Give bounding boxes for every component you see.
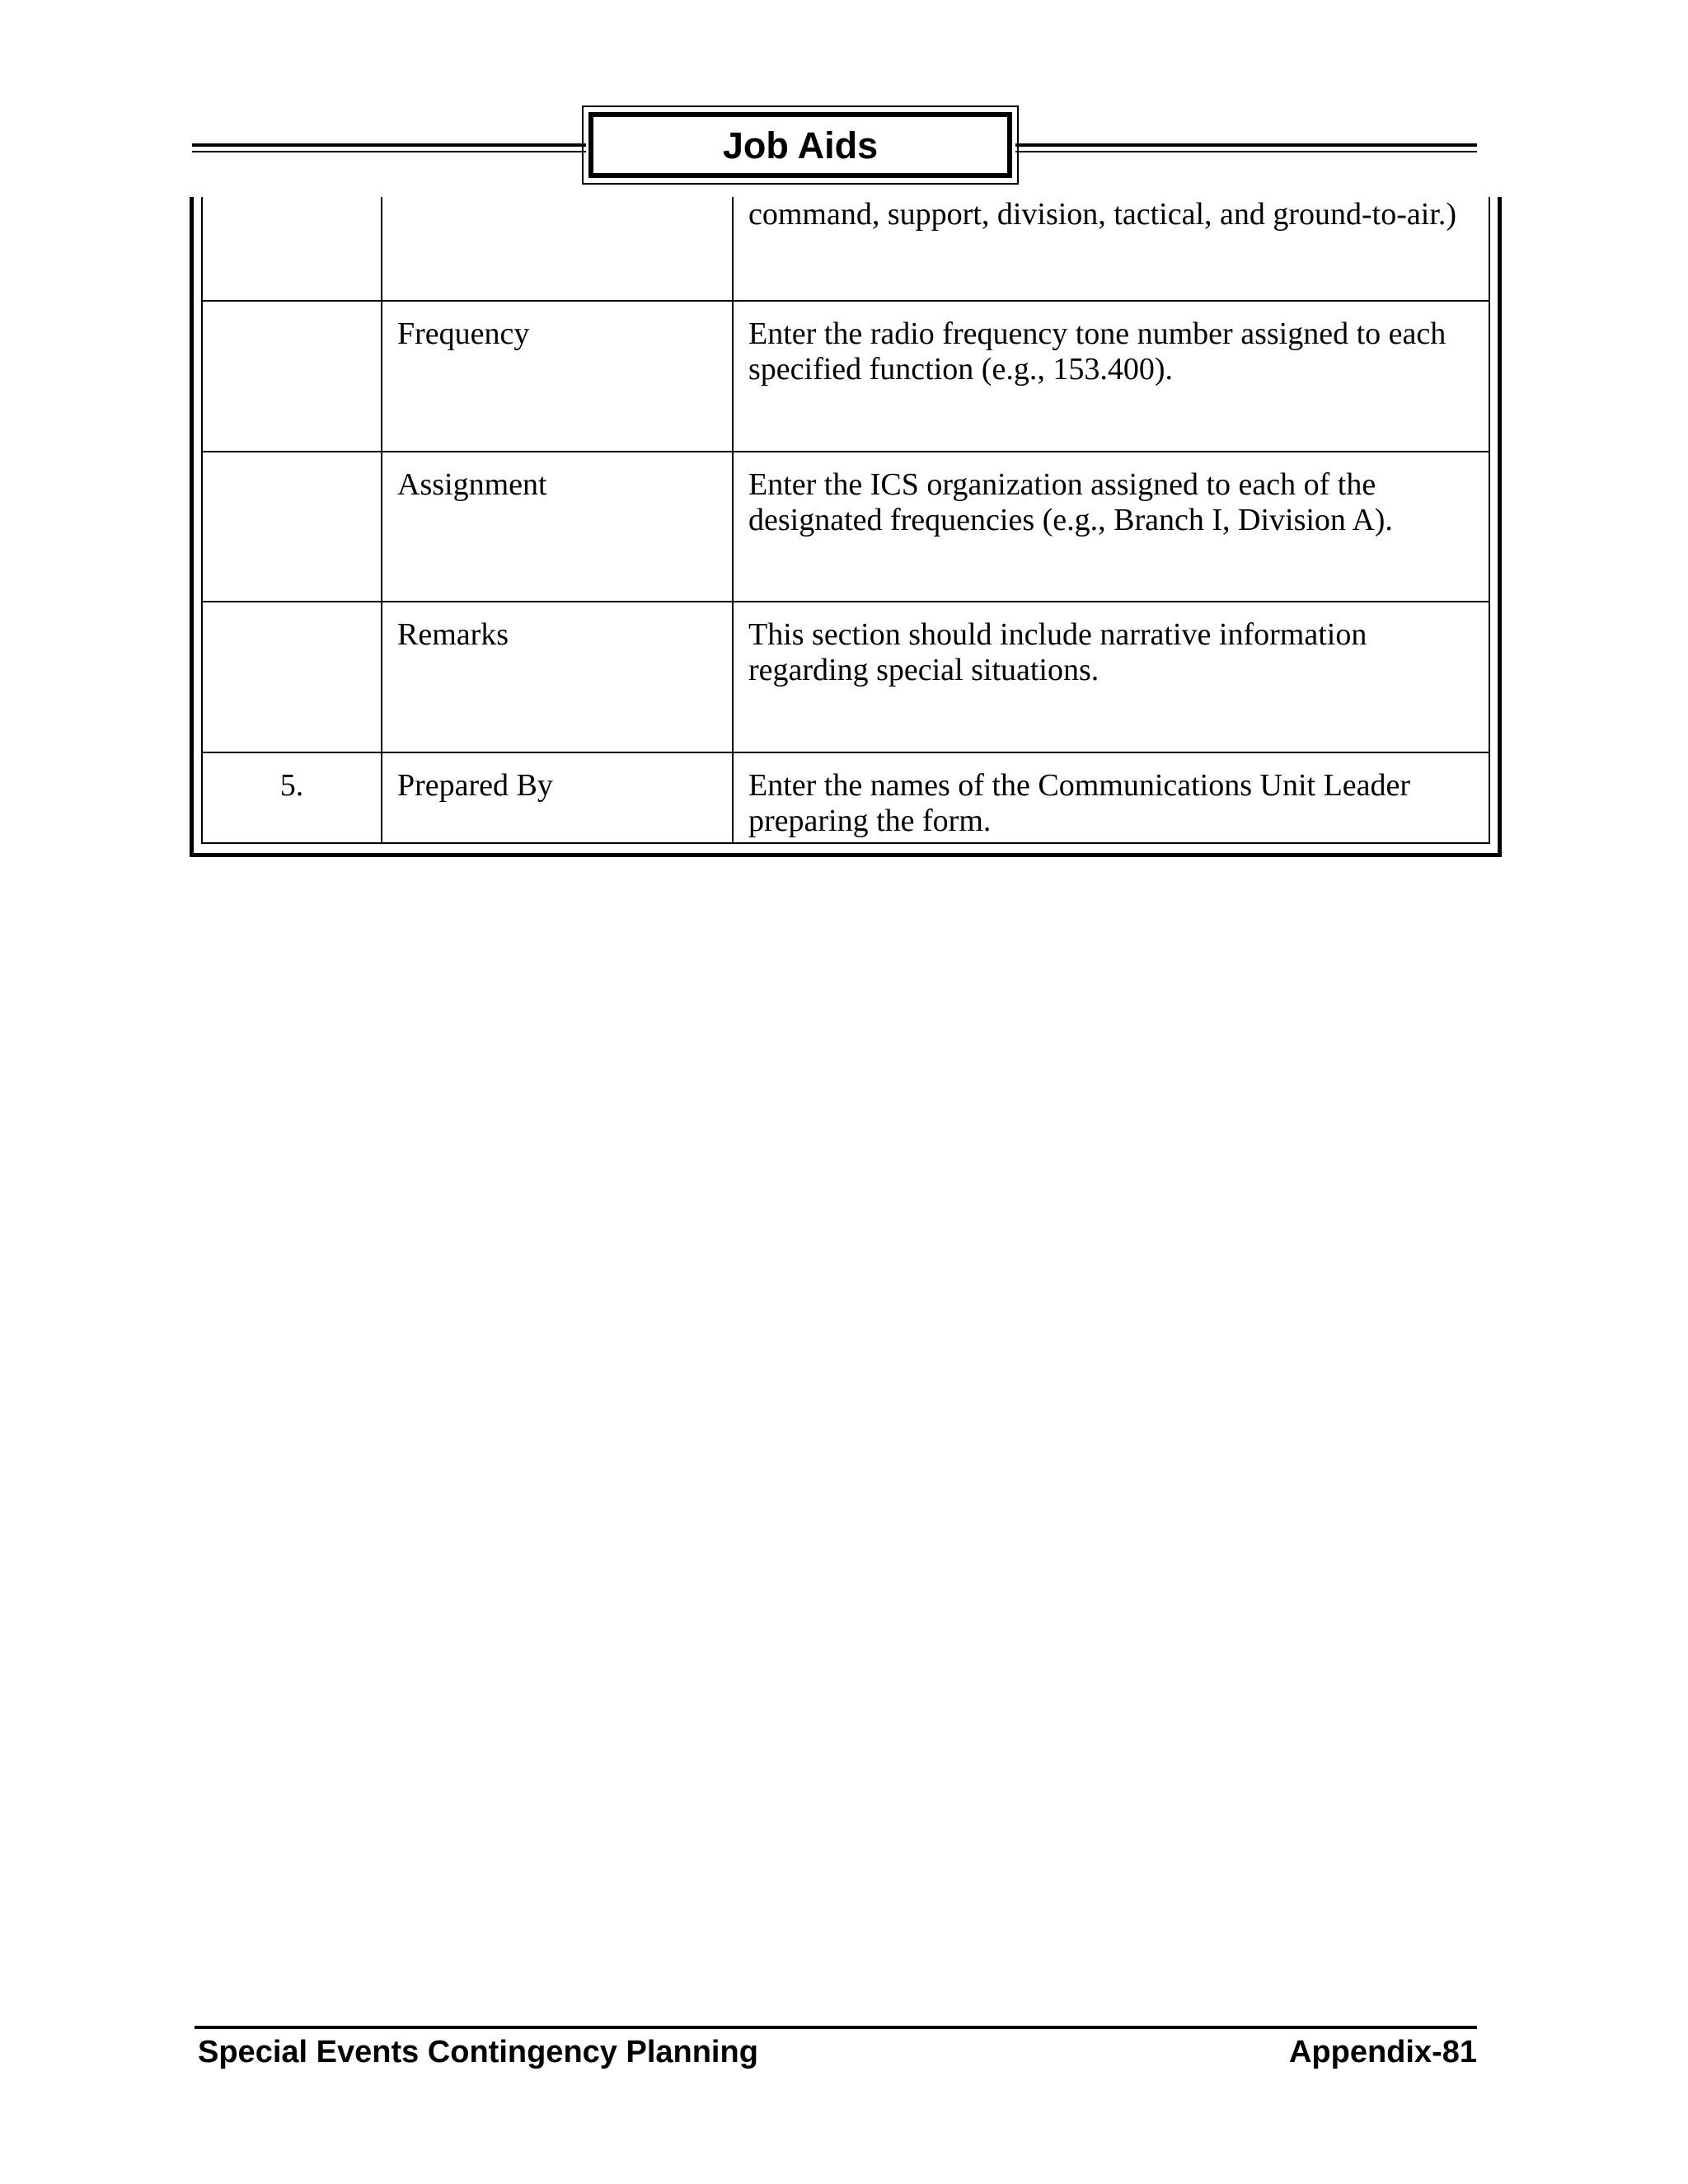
field-label xyxy=(382,197,733,301)
section-title: Job Aids xyxy=(588,112,1012,178)
table-row xyxy=(202,752,1489,843)
field-description: Enter the radio frequency tone number assigned to each specified function (e.g., 153.400). xyxy=(733,301,1489,451)
field-description: Enter the names of the Communications Unit Leader preparing the form. xyxy=(733,752,1489,843)
field-description: Enter the ICS organization assigned to each of the designated frequencies (e.g., Branch I, Division A). xyxy=(733,452,1489,602)
footer-page-label: Appendix-81 xyxy=(1288,2035,1477,2069)
item-number xyxy=(202,452,382,602)
table-row xyxy=(202,197,1489,301)
field-label: Prepared By xyxy=(382,752,733,843)
table-row xyxy=(202,452,1489,602)
job-aid-table xyxy=(201,197,1490,844)
item-number xyxy=(202,197,382,301)
item-number xyxy=(202,602,382,752)
item-number: 5. xyxy=(202,752,382,843)
field-description: command, support, division, tactical, and ground-to-air.) xyxy=(733,197,1489,301)
field-description: This section should include narrative information regarding special situations. xyxy=(733,602,1489,752)
table-row xyxy=(202,301,1489,451)
footer-rule xyxy=(195,2026,1477,2029)
table-row xyxy=(202,602,1489,752)
field-label: Assignment xyxy=(382,452,733,602)
item-number xyxy=(202,301,382,451)
field-label: Frequency xyxy=(382,301,733,451)
section-header-box xyxy=(582,105,1019,185)
header-rule-right xyxy=(1015,143,1477,152)
footer-document-title: Special Events Contingency Planning xyxy=(198,2035,758,2069)
field-label: Remarks xyxy=(382,602,733,752)
job-aid-table-frame xyxy=(190,197,1502,857)
header-rule-left xyxy=(192,143,586,152)
